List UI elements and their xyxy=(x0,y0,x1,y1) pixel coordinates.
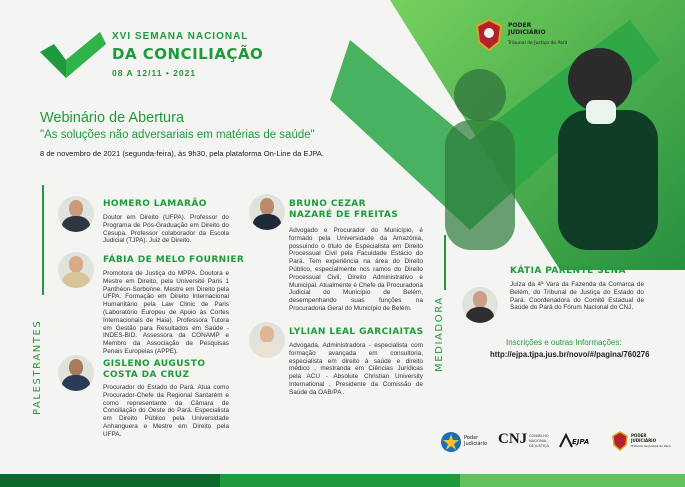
brazil-coat-of-arms-icon xyxy=(440,431,462,453)
event-title: Webinário de Abertura xyxy=(40,110,185,126)
speaker-bio: Promotora de Justiça do MPPA. Doutora e Mestre em Direito, pela Université Paris 1 Panthéon-Sorbonne. Mestre em Direito pela UFPA. Formação em Direito Internacional Humanitário pela Law Clinic de Paris (Laboratório Europeu de Apoio às Cortes Internacionais de Haia). Professora Tutora em Gestão para Resultados em Saúde - INDES-BID. Assessora da CONAMP e Membro da Associação de Pesquisas Penais Europeias (APPE). xyxy=(103,270,229,355)
speaker-name-line2: NAZARÉ DE FREITAS xyxy=(289,210,399,220)
speaker-name: HOMERO LAMARÃO xyxy=(103,199,207,209)
speaker-bio: Procurador do Estado do Pará. Atua como Procurador-Chefe da Regional Santarém e como representante da Câmara de Conciliação do Oeste do Pará. Especialista em Direito Público pela Universidade Anhanguera e Mestre em Direito pela UFPA. xyxy=(103,384,229,438)
event-dates: 08 A 12/11 • 2021 xyxy=(112,68,197,78)
speaker-photo-lylian xyxy=(249,322,285,358)
tjpa-footer-line2: JUDICIÁRIO xyxy=(631,438,657,443)
coat-of-arms-icon xyxy=(474,18,504,52)
event-subtitle: "As soluções não adversariais em matérias de saúde" xyxy=(40,129,315,141)
info-label: Inscrições e outras Informações: xyxy=(506,338,622,347)
event-series-line2: DA CONCILIAÇÃO xyxy=(112,45,264,63)
footer-logos xyxy=(440,431,680,455)
moderator-photo xyxy=(462,287,498,323)
tjpa-name-line1: PODER xyxy=(508,22,532,29)
speakers-divider xyxy=(42,185,44,295)
footer-pj-line2: Judiciário xyxy=(464,441,487,447)
speaker-photo-gisleno xyxy=(58,355,94,391)
footer-bar-mid xyxy=(220,474,460,487)
conciliation-check-logo xyxy=(36,30,108,82)
speaker-bio: Doutor em Direito (UFPA). Professor do Programa de Pós-Graduação em Direito do Cesupa. Professor colaborador da Escola Judicial (TJPA). Juiz de Direito. xyxy=(103,214,229,245)
info-url-link[interactable]: http://ejpa.tjpa.jus.br/novo/#/pagina/760276 xyxy=(490,350,650,359)
ejpa-logo: EJPA xyxy=(572,438,590,446)
cnj-logo: CNJ xyxy=(498,431,528,447)
speaker-name-line1: GISLENO AUGUSTO xyxy=(103,359,206,369)
speaker-name: FÁBIA DE MELO FOURNIER xyxy=(103,255,245,265)
speaker-name: LYLIAN LEAL GARCIAITAS xyxy=(289,327,424,337)
footer-bar-light xyxy=(460,474,685,487)
cnj-sub-line2: NACIONAL xyxy=(529,439,548,443)
cnj-sub-line3: DE JUSTIÇA xyxy=(529,444,549,448)
moderator-divider xyxy=(444,235,446,290)
tjpa-name-line2: JUDICIÁRIO xyxy=(508,29,546,36)
moderator-bio: Juíza da 4ª Vara da Fazenda da Comarca de Belém, do Tribunal de Justiça do Estado do Pará. Coordenadora do Comitê Estadual de Saúde do Pará do Fórum Nacional do CNJ. xyxy=(510,281,644,312)
speaker-photo-fabia xyxy=(58,252,94,288)
tjpa-logo xyxy=(474,18,566,54)
tjpa-footer-coat-icon xyxy=(612,431,628,451)
speaker-name-line1: BRUNO CEZAR xyxy=(289,199,366,209)
speaker-bio: Advogado e Procurador do Município, é formado pela Universidade da Amazônia, possuindo o título de Especialista em Direito Processual Civil pela Faculdade Estácio do Pará. Tem experiência na área do Direito Público, especialmente nos ramos do Direito Processual Civil, Direito Administrativo e Municipal. Atualmente é Chefe da Procuradoria Judicial do Município de Belém, desempenhando suas funções na Procuradoria Geral do Município de Belém. xyxy=(289,227,423,312)
event-series-line1: XVI SEMANA NACIONAL xyxy=(112,31,249,42)
footer-bar-dark xyxy=(0,474,220,487)
cnj-sub-line1: CONSELHO xyxy=(529,434,549,438)
tjpa-name-line3: Tribunal de Justiça do Pará xyxy=(508,41,568,46)
speaker-bio: Advogada, Administradora - especialista com formação avançada em consultoria, especialista em direito à saúde e direito médico , mestranda em Ciências Jurídicas pela ACU - Absolute Christian University International , Presidente da Comissão de Saúde da OAB/PA . xyxy=(289,342,423,396)
speaker-name-line2: COSTA DA CRUZ xyxy=(103,370,190,380)
moderator-section-label: MEDIADORA xyxy=(434,296,445,372)
tjpa-footer-line3: Tribunal de Justiça do Pará xyxy=(631,444,671,448)
tjpa-footer-line1: PODER xyxy=(631,433,647,438)
speaker-photo-homero xyxy=(58,196,94,232)
speakers-section-label: PALESTRANTES xyxy=(32,319,43,415)
speaker-photo-bruno xyxy=(249,194,285,230)
event-date-line: 8 de novembro de 2021 (segunda-feira), às 9h30, pela plataforma On-Line da EJPA. xyxy=(40,149,324,158)
footer-pj-line1: Poder xyxy=(464,435,479,441)
moderator-name: KÁTIA PARENTE SENA xyxy=(510,266,626,276)
